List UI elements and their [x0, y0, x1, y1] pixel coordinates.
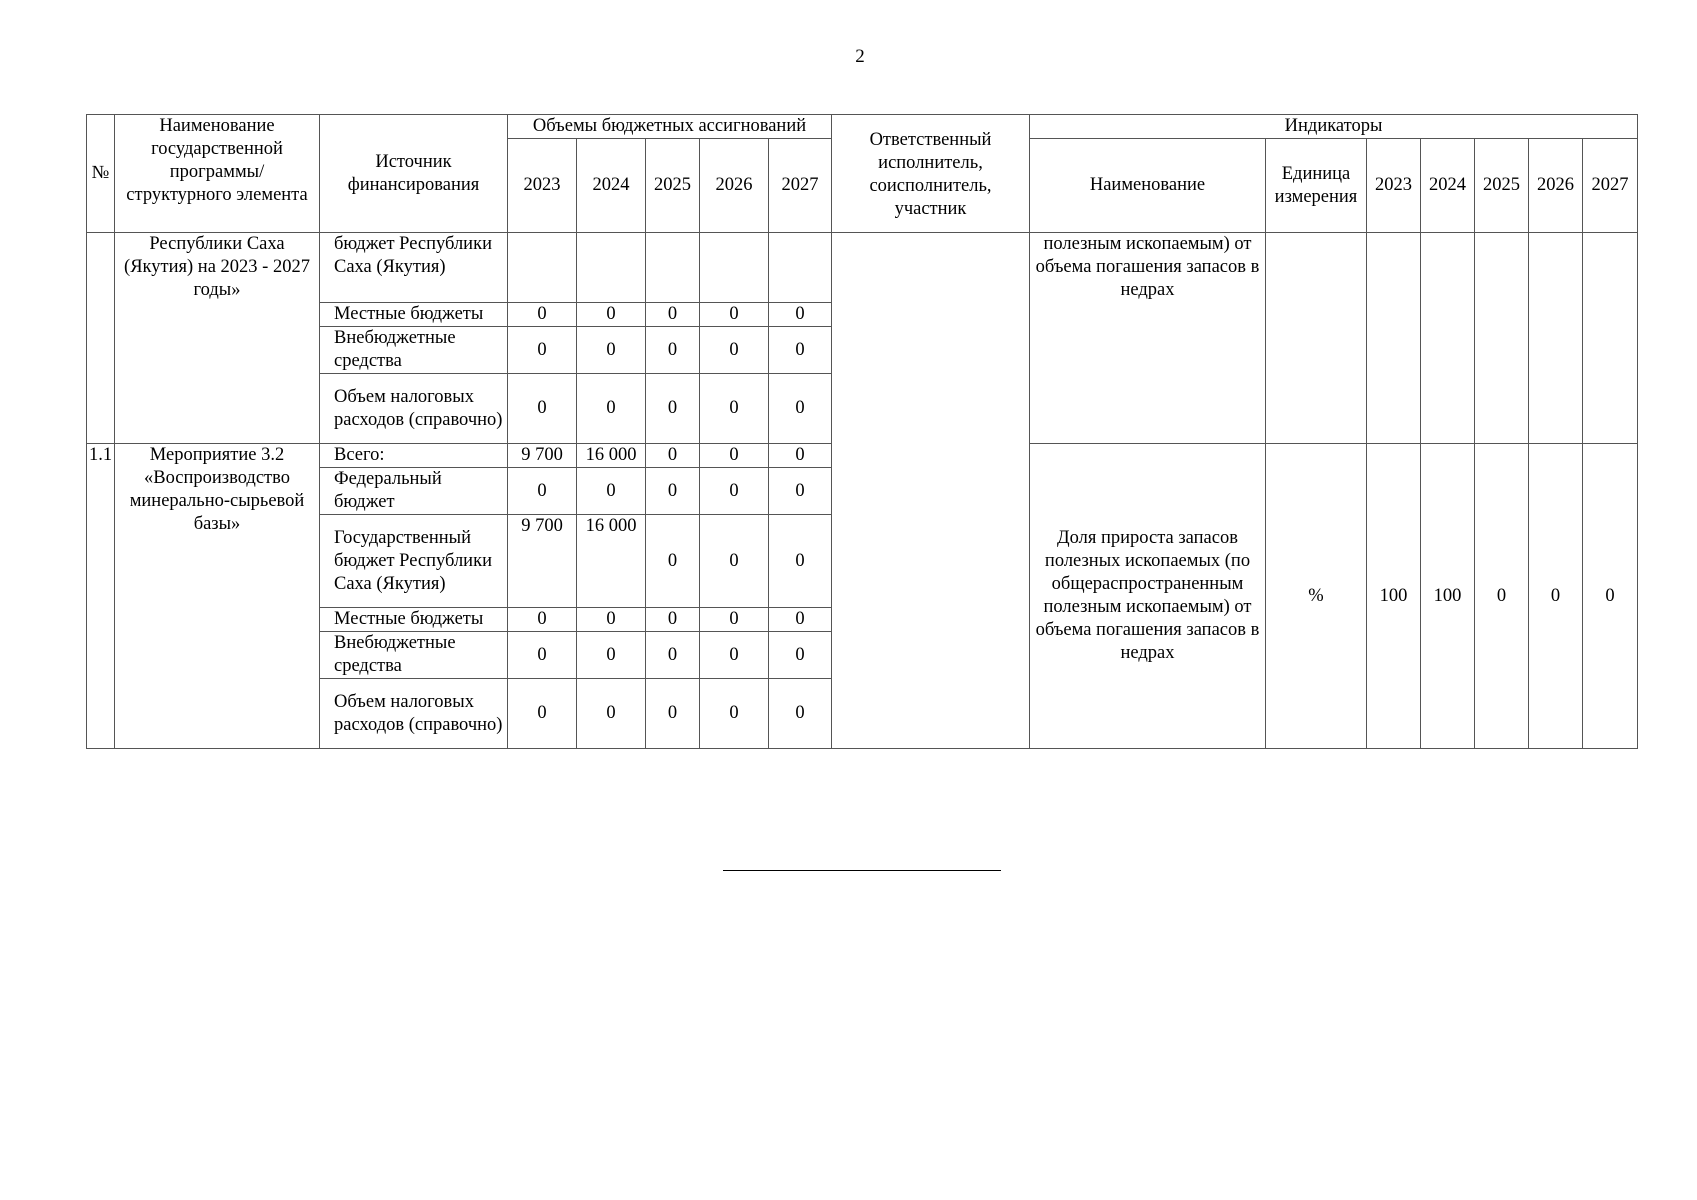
source-label: бюджет Республики Саха (Якутия)	[320, 233, 508, 303]
prev-indicator-unit	[1266, 233, 1367, 444]
budget-value: 0	[646, 374, 700, 444]
budget-value	[577, 233, 646, 303]
source-label: Внебюджетные средства	[320, 327, 508, 374]
header-responsible: Ответственный исполнитель, соисполнитель, участник	[832, 115, 1030, 233]
header-indicator-unit: Единица измерения	[1266, 139, 1367, 233]
indicator-value: 100	[1421, 444, 1475, 749]
budget-value: 0	[508, 468, 577, 515]
budget-value: 0	[577, 303, 646, 327]
budget-value: 0	[769, 632, 832, 679]
source-label: Объем налоговых расходов (справочно)	[320, 374, 508, 444]
budget-value	[646, 233, 700, 303]
header-indicator-year: 2023	[1367, 139, 1421, 233]
budget-value: 0	[769, 327, 832, 374]
source-label: Государственный бюджет Республики Саха (Якутия)	[320, 515, 508, 608]
budget-value: 0	[769, 374, 832, 444]
budget-value: 0	[508, 303, 577, 327]
budget-value: 0	[508, 327, 577, 374]
budget-indicators-table	[86, 114, 1638, 749]
budget-value: 0	[508, 679, 577, 749]
header-indicator-year: 2026	[1529, 139, 1583, 233]
source-label: Внебюджетные средства	[320, 632, 508, 679]
header-indicators-group: Индикаторы	[1030, 115, 1638, 139]
budget-value: 0	[646, 444, 700, 468]
budget-value: 0	[700, 679, 769, 749]
header-budget-year: 2025	[646, 139, 700, 233]
budget-value	[769, 233, 832, 303]
budget-value: 0	[769, 303, 832, 327]
source-label: Местные бюджеты	[320, 608, 508, 632]
prev-indicator-value	[1583, 233, 1638, 444]
responsible-cell	[832, 233, 1030, 749]
header-budget-year: 2027	[769, 139, 832, 233]
source-label: Объем налоговых расходов (справочно)	[320, 679, 508, 749]
budget-value: 0	[769, 468, 832, 515]
budget-value: 0	[508, 632, 577, 679]
indicator-value: 0	[1475, 444, 1529, 749]
header-budget-year: 2026	[700, 139, 769, 233]
header-budget-year: 2024	[577, 139, 646, 233]
budget-value: 0	[646, 468, 700, 515]
prev-program-name: Республики Саха (Якутия) на 2023 - 2027 годы»	[115, 233, 320, 444]
indicator-value: 0	[1583, 444, 1638, 749]
header-num: №	[87, 115, 115, 233]
source-label: Федеральный бюджет	[320, 468, 508, 515]
header-source: Источник финансирования	[320, 115, 508, 233]
item-num: 1.1	[87, 444, 115, 749]
budget-value: 0	[769, 444, 832, 468]
budget-value: 9 700	[508, 444, 577, 468]
indicator-value: 0	[1529, 444, 1583, 749]
budget-value	[700, 233, 769, 303]
budget-value: 0	[577, 632, 646, 679]
budget-value: 0	[508, 374, 577, 444]
budget-value: 0	[577, 374, 646, 444]
header-program-name: Наименование государственной программы/ структурного элемента	[115, 115, 320, 233]
page-number: 2	[855, 46, 865, 67]
indicator-unit: %	[1266, 444, 1367, 749]
header-indicator-year: 2024	[1421, 139, 1475, 233]
budget-value: 0	[769, 679, 832, 749]
budget-value: 0	[700, 468, 769, 515]
budget-value: 0	[577, 327, 646, 374]
budget-value: 0	[700, 444, 769, 468]
header-budget-group: Объемы бюджетных ассигнований	[508, 115, 832, 139]
budget-value: 0	[646, 679, 700, 749]
header-indicator-name: Наименование	[1030, 139, 1266, 233]
budget-value: 0	[577, 608, 646, 632]
header-indicator-year: 2025	[1475, 139, 1529, 233]
budget-value: 0	[769, 515, 832, 608]
budget-value	[508, 233, 577, 303]
budget-value: 0	[646, 632, 700, 679]
budget-value: 0	[646, 327, 700, 374]
header-indicator-year: 2027	[1583, 139, 1638, 233]
budget-value: 0	[700, 632, 769, 679]
budget-value: 0	[700, 608, 769, 632]
prev-indicator-value	[1421, 233, 1475, 444]
indicator-name: Доля прироста запасов полезных ископаемых (по общераспространенным полезным ископаемым) от объема погашения запасов в недрах	[1030, 444, 1266, 749]
item-name: Мероприятие 3.2 «Воспроизводство минерально-сырьевой базы»	[115, 444, 320, 749]
end-divider-line	[723, 870, 1001, 871]
source-label: Всего:	[320, 444, 508, 468]
budget-value: 0	[646, 608, 700, 632]
budget-value: 9 700	[508, 515, 577, 608]
indicator-value: 100	[1367, 444, 1421, 749]
budget-value: 0	[700, 327, 769, 374]
budget-value: 16 000	[577, 515, 646, 608]
budget-value: 0	[646, 515, 700, 608]
budget-value: 0	[700, 374, 769, 444]
prev-num-cell	[87, 233, 115, 444]
prev-indicator-value	[1367, 233, 1421, 444]
prev-indicator-value	[1529, 233, 1583, 444]
budget-value: 16 000	[577, 444, 646, 468]
budget-value: 0	[577, 468, 646, 515]
source-label: Местные бюджеты	[320, 303, 508, 327]
budget-value: 0	[646, 303, 700, 327]
header-budget-year: 2023	[508, 139, 577, 233]
budget-value: 0	[577, 679, 646, 749]
budget-value: 0	[508, 608, 577, 632]
budget-value: 0	[700, 303, 769, 327]
prev-indicator-name: полезным ископаемым) от объема погашения запасов в недрах	[1030, 233, 1266, 444]
budget-value: 0	[700, 515, 769, 608]
prev-indicator-value	[1475, 233, 1529, 444]
budget-value: 0	[769, 608, 832, 632]
